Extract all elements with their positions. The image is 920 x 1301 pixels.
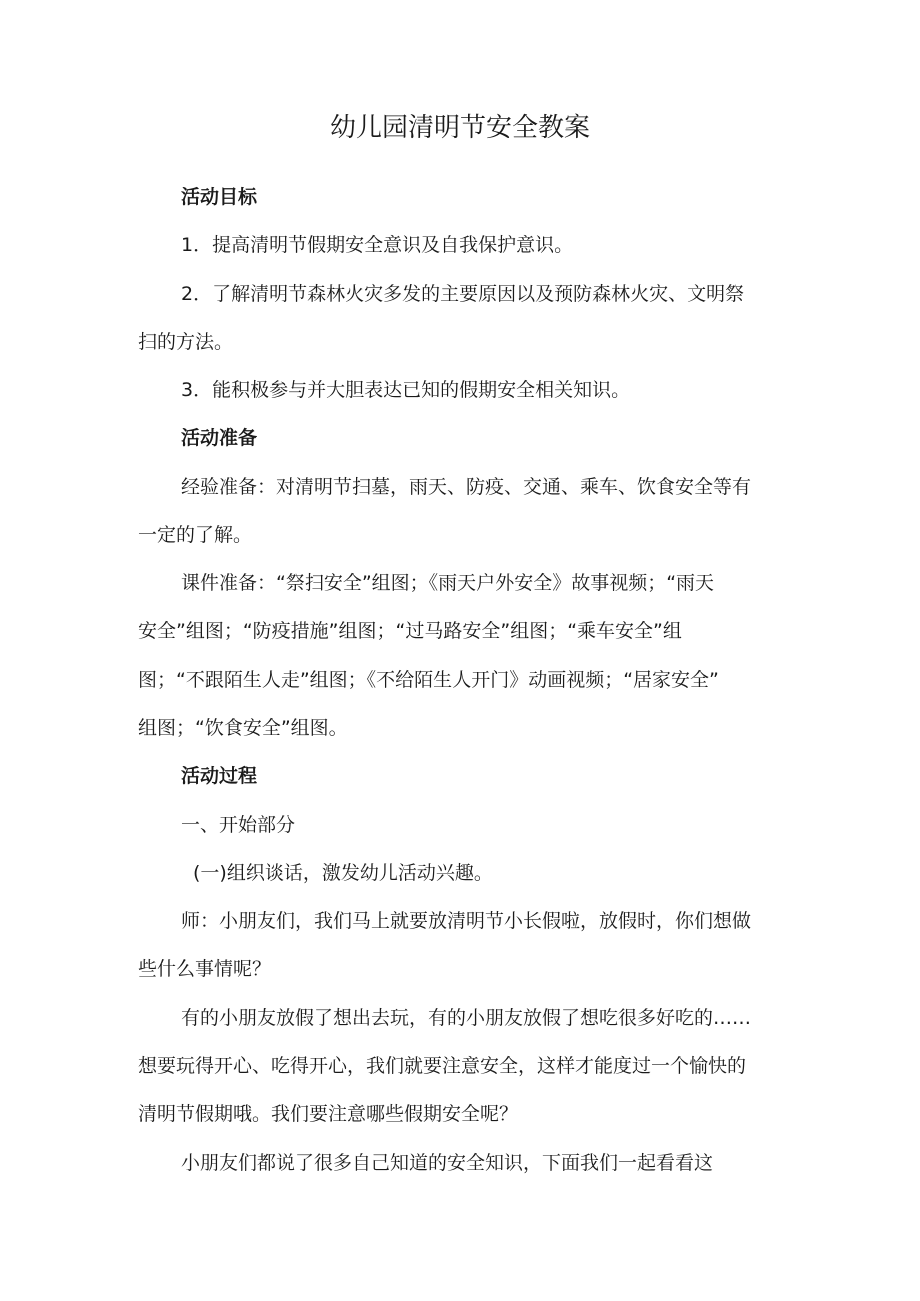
- teacher-line-1: 师：小朋友们，我们马上就要放清明节小长假啦，放假时，你们想做: [181, 910, 752, 932]
- document-title: 幼儿园清明节安全教案: [329, 113, 590, 143]
- courseware-prep-line-3: 图；“不跟陌生人走”组图；《不给陌生人开门》动画视频；“居家安全”: [138, 669, 719, 691]
- section-heading-goals: 活动目标: [181, 186, 258, 208]
- courseware-prep-line-2: 安全”组图；“防疫措施”组图；“过马路安全”组图；“乘车安全”组: [138, 620, 682, 642]
- courseware-prep-line-4: 组图；“饮食安全”组图。: [138, 717, 348, 739]
- section-heading-preparation: 活动准备: [181, 427, 258, 449]
- process-sub-1: (一)组织谈话，激发幼儿活动兴趣。: [193, 862, 493, 884]
- goal-item-2-line-2: 扫的方法。: [138, 331, 234, 353]
- paragraph-line-3: 清明节假期哦。我们要注意哪些假期安全呢？: [138, 1103, 519, 1125]
- goal-item-1: 1．提高清明节假期安全意识及自我保护意识。: [181, 234, 574, 256]
- goal-item-3: 3．能积极参与并大胆表达已知的假期安全相关知识。: [181, 379, 631, 401]
- section-heading-process: 活动过程: [181, 765, 258, 787]
- courseware-prep-line-1: 课件准备：“祭扫安全”组图；《雨天户外安全》故事视频；“雨天: [181, 572, 715, 594]
- experience-prep-line-2: 一定的了解。: [138, 524, 253, 546]
- paragraph-last-line: 小朋友们都说了很多自己知道的安全知识，下面我们一起看看这: [181, 1152, 714, 1174]
- paragraph-line-1: 有的小朋友放假了想出去玩，有的小朋友放假了想吃很多好吃的……: [181, 1007, 752, 1029]
- process-part-1: 一、开始部分: [181, 814, 296, 836]
- experience-prep-line-1: 经验准备：对清明节扫墓，雨天、防疫、交通、乘车、饮食安全等有: [181, 476, 752, 498]
- goal-item-2-line-1: 2．了解清明节森林火灾多发的主要原因以及预防森林火灾、文明祭: [181, 283, 745, 305]
- paragraph-line-2: 想要玩得开心、吃得开心，我们就要注意安全，这样才能度过一个愉快的: [138, 1055, 747, 1077]
- teacher-line-2: 些什么事情呢？: [138, 958, 272, 980]
